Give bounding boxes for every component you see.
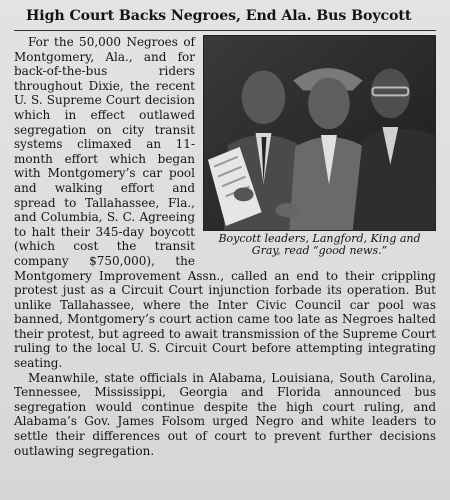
photo-figure: [203, 35, 436, 257]
caption-line-1: Boycott leaders, Langford, King and: [218, 232, 421, 245]
paragraph-1: For the 50,000 Negroes of Montgomery, Ala., and for back-of-the-bus riders throughout Dixie, the recent U. S. Supreme Court decision which in effect outlawed segregation on city transit systems climaxed an 11-month effort which began with Montgomery’s car pool and walking effort and spread to Tallahassee, Fla., and Columbia, S. C. Agreeing to halt their 345-day boycott (which cost the transit company $750,000), the Montgomery Improvement Assn., called an end to their crippling protest just as a Circuit Court injunction forbade its operation. But unlike Tallahassee, where the Inter Civic Council car pool was banned, Montgomery’s court action came too late as Negroes halted their protest, but agreed to await transmission of the Supreme Court ruling to the local U. S. Circuit Court before attempting integrating seating.: [14, 35, 436, 371]
headline-rule: [14, 30, 436, 31]
caption-line-2: Gray, read “good news.”: [251, 244, 388, 257]
news-photo: [203, 35, 436, 231]
paragraph-2: Meanwhile, state officials in Alabama, Louisiana, South Carolina, Tennessee, Mississippi, Georgia and Florida announced bus segregation would continue despite the high court ruling, and Alabama’s Gov. James Folsom urged Negro and white leaders to settle their differences out of court to prevent further decisions outlawing segregation.: [14, 370, 436, 458]
photo-illustration: [204, 36, 435, 230]
headline: High Court Backs Negroes, End Ala. Bus Boycott: [26, 8, 412, 24]
photo-caption: [203, 233, 436, 257]
